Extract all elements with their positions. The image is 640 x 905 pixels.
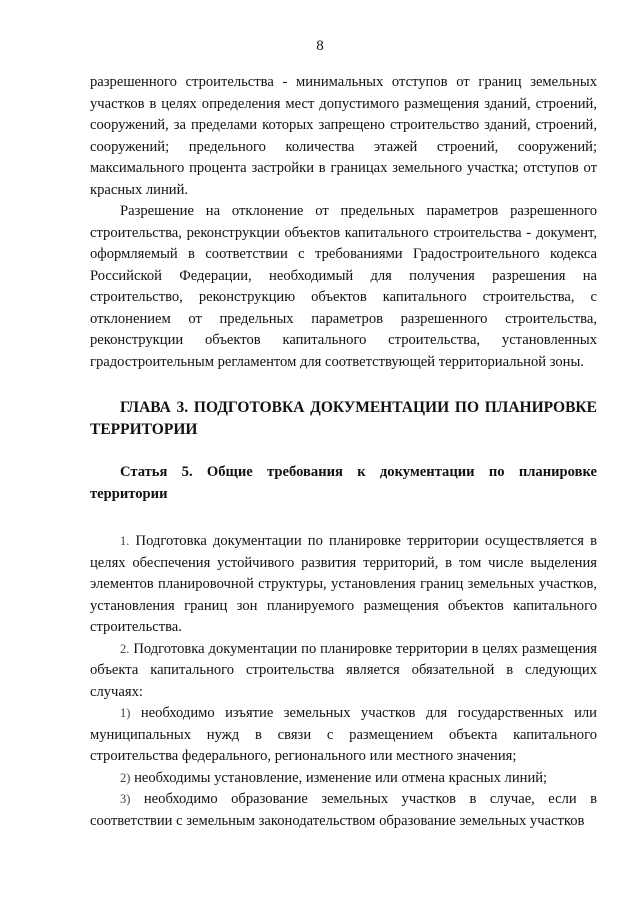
numbered-list	[90, 531, 597, 832]
list-item-number: 2.	[120, 641, 130, 656]
list-item-number: 1.	[120, 534, 130, 548]
sublist-item-number: 1)	[120, 706, 131, 720]
document-body	[90, 72, 597, 832]
list-item	[90, 639, 597, 704]
sublist-item	[90, 768, 597, 790]
list-item-text: Подготовка документации по планировке территории в целях размещения объекта капитального строительства является обязательной в следующих случаях:	[90, 640, 597, 700]
list-item	[90, 531, 597, 639]
sublist-item-number: 2)	[120, 770, 131, 785]
sublist-item	[90, 703, 597, 768]
list-item-text: Подготовка документации по планировке территории осуществляется в целях обеспечения устойчивого развития территорий, в том числе выделения элементов планировочной структуры, установления границ земельных участков, установления границ зон планируемого размещения объектов капитального строительства.	[90, 533, 598, 635]
sublist-item-number: 3)	[120, 792, 131, 806]
paragraph-deviation-permit: Разрешение на отклонение от предельных параметров разрешенного строительства, реконструкции объектов капитального строительства - документ, оформляемый в соответствии с требованиями Градостроительного кодекса Российской Федерации, необходимый для получения разрешения на строительство, реконструкцию объектов капитального строительства, с отклонением от предельных параметров разрешенного строительства, реконструкции объектов капитального строительства, установленных градостроительным регламентом для соответствующей территориальной зоны.	[90, 203, 597, 370]
chapter-heading: ГЛАВА 3. ПОДГОТОВКА ДОКУМЕНТАЦИИ ПО ПЛАНИРОВКЕ ТЕРРИТОРИИ	[90, 399, 597, 438]
page-number: 8	[316, 38, 324, 54]
paragraph-continuation: разрешенного строительства - минимальных отступов от границ земельных участков в целях определения мест допустимого размещения зданий, строений, сооружений, за пределами которых запрещено строительство зданий, строений, сооружений; предельного количества этажей строений, сооружений; максимального процента застройки в границах земельного участка; отступов от красных линий.	[90, 74, 597, 198]
sublist-item-text: необходимо образование земельных участков в случае, если в соответствии с земельным законодательством образование земельных участков	[90, 791, 597, 829]
sublist-item-text: необходимы установление, изменение или отмена красных линий;	[134, 769, 548, 786]
sublist-item	[90, 789, 597, 832]
sublist-item-text: необходимо изъятие земельных участков для государственных или муниципальных нужд в связи с размещением объекта капитального строительства федерального, регионального или местного значения;	[90, 705, 597, 764]
article-heading: Статья 5. Общие требования к документации по планировке территории	[90, 464, 597, 502]
